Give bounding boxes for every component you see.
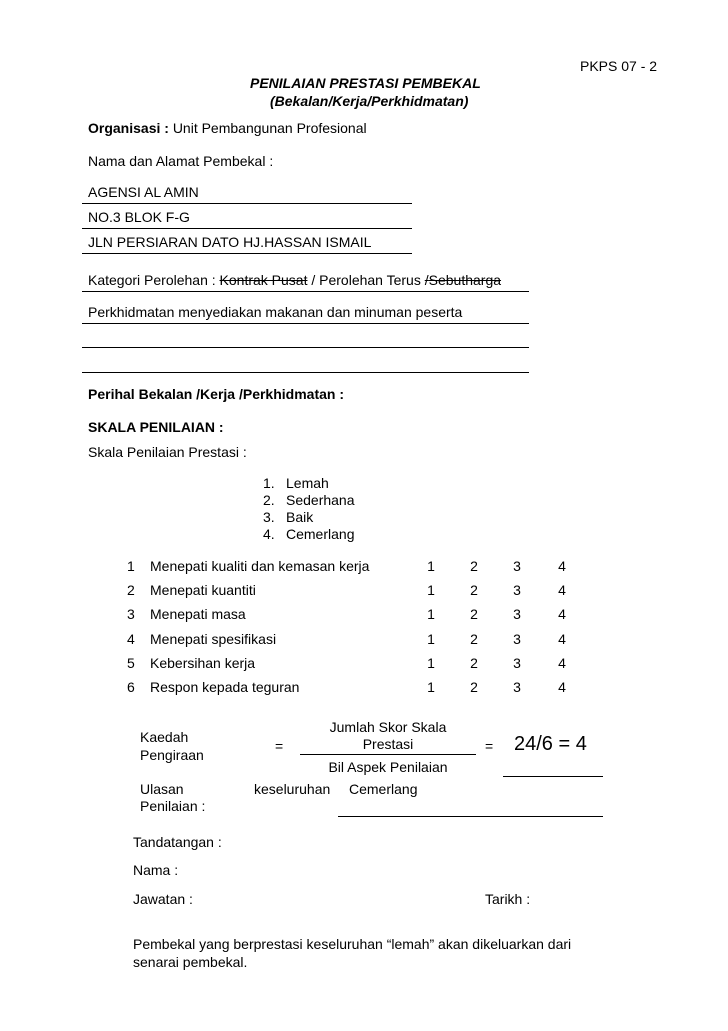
ulasan-label-line2: Penilaian : [140,798,206,814]
score-option: 4 [558,582,566,598]
organisasi-label: Organisasi : [88,120,169,136]
kaedah-equals-2: = [485,738,494,754]
scale-level-label: Cemerlang [286,526,355,542]
criteria-label: Kebersihan kerja [150,655,256,671]
scale-level-number: 4. [263,526,275,542]
score-option: 4 [558,631,566,647]
kategori-row [88,272,501,288]
kategori-separator: / [311,272,316,288]
formula-numerator-line1: Jumlah Skor Skala [329,719,447,735]
calculation-result: 24/6 = 4 [514,733,587,755]
kaedah-equals-1: = [275,738,284,754]
criteria-number: 5 [127,655,135,671]
criteria-number: 1 [127,558,135,574]
supplier-underline-2 [82,228,412,229]
description: Perkhidmatan menyediakan makanan dan minuman peserta [88,304,463,320]
kaedah-label-line2: Pengiraan [140,747,204,763]
kategori-kontrak-pusat: Kontrak Pusat [219,272,308,288]
scale-level-label: Baik [286,509,314,525]
score-option: 3 [513,606,521,622]
score-option: 3 [513,655,521,671]
footer-note-line1: Pembekal yang berprestasi keseluruhan “lemah” akan dikeluarkan dari [133,936,572,952]
score-option: 1 [427,558,435,574]
formula-fraction-bar [300,754,476,755]
kategori-underline [82,291,529,292]
score-option: 2 [470,655,478,671]
criteria-label: Menepati masa [150,606,246,622]
nama-label: Nama : [133,862,179,878]
scale-level-label: Sederhana [286,492,355,508]
scale-level-number: 1. [263,475,275,491]
skala-heading: SKALA PENILAIAN : [88,419,224,435]
criteria-number: 2 [127,582,135,598]
score-option: 4 [558,655,566,671]
score-option: 2 [470,606,478,622]
kategori-label: Kategori Perolehan : [88,272,216,288]
score-option: 3 [513,679,521,695]
criteria-label: Menepati spesifikasi [150,631,277,647]
kategori-perolehan-terus: Perolehan Terus [319,272,421,288]
result-underline [503,776,603,777]
score-option: 3 [513,582,521,598]
scale-level-number: 2. [263,492,275,508]
ulasan-word-keseluruhan: keseluruhan [254,781,331,797]
kaedah-label-line1: Kaedah [140,729,189,745]
description-underline-3 [82,372,529,373]
score-option: 1 [427,655,435,671]
formula-denominator: Bil Aspek Penilaian [328,759,448,775]
score-option: 4 [558,606,566,622]
skala-subheading: Skala Penilaian Prestasi : [88,444,247,460]
ulasan-underline [338,816,603,817]
supplier-underline-3 [82,253,412,254]
score-option: 1 [427,631,435,647]
supplier-name: AGENSI AL AMIN [88,184,199,200]
supplier-label: Nama dan Alamat Pembekal : [88,153,274,169]
score-option: 4 [558,558,566,574]
scale-level-label: Lemah [286,475,329,491]
score-option: 2 [470,631,478,647]
criteria-label: Menepati kualiti dan kemasan kerja [150,558,370,574]
score-option: 1 [427,582,435,598]
perihal-label: Perihal Bekalan /Kerja /Perkhidmatan : [88,386,344,402]
ulasan-word-cemerlang: Cemerlang [349,781,418,797]
criteria-number: 6 [127,679,135,695]
score-option: 3 [513,631,521,647]
score-option: 2 [470,679,478,695]
score-option: 1 [427,606,435,622]
scale-level-number: 3. [263,509,275,525]
organisasi-row [88,120,367,136]
document-code: PKPS 07 - 2 [580,58,658,74]
score-option: 4 [558,679,566,695]
criteria-number: 4 [127,631,135,647]
description-underline-2 [82,347,529,348]
score-option: 2 [470,582,478,598]
organisasi-value: Unit Pembangunan Profesional [172,120,367,136]
tarikh-label: Tarikh : [485,891,531,907]
criteria-label: Menepati kuantiti [150,582,256,598]
kategori-separator-struck: / [424,272,429,288]
criteria-number: 3 [127,606,135,622]
footer-note-line2: senarai pembekal. [133,954,248,970]
formula-numerator-line2: Prestasi [362,736,414,752]
score-option: 1 [427,679,435,695]
score-option: 3 [513,558,521,574]
score-option: 2 [470,558,478,574]
criteria-label: Respon kepada teguran [150,679,300,695]
description-underline-1 [82,323,529,324]
supplier-underline-1 [82,203,412,204]
jawatan-label: Jawatan : [133,891,193,907]
tandatangan-label: Tandatangan : [133,834,222,850]
ulasan-label-line1: Ulasan [140,781,184,797]
page-subtitle: (Bekalan/Kerja/Perkhidmatan) [270,93,469,109]
supplier-address-1: NO.3 BLOK F-G [88,209,190,225]
supplier-address-2: JLN PERSIARAN DATO HJ.HASSAN ISMAIL [88,234,372,250]
page-title: PENILAIAN PRESTASI PEMBEKAL [250,75,481,91]
kategori-sebutharga: Sebutharga [428,272,502,288]
